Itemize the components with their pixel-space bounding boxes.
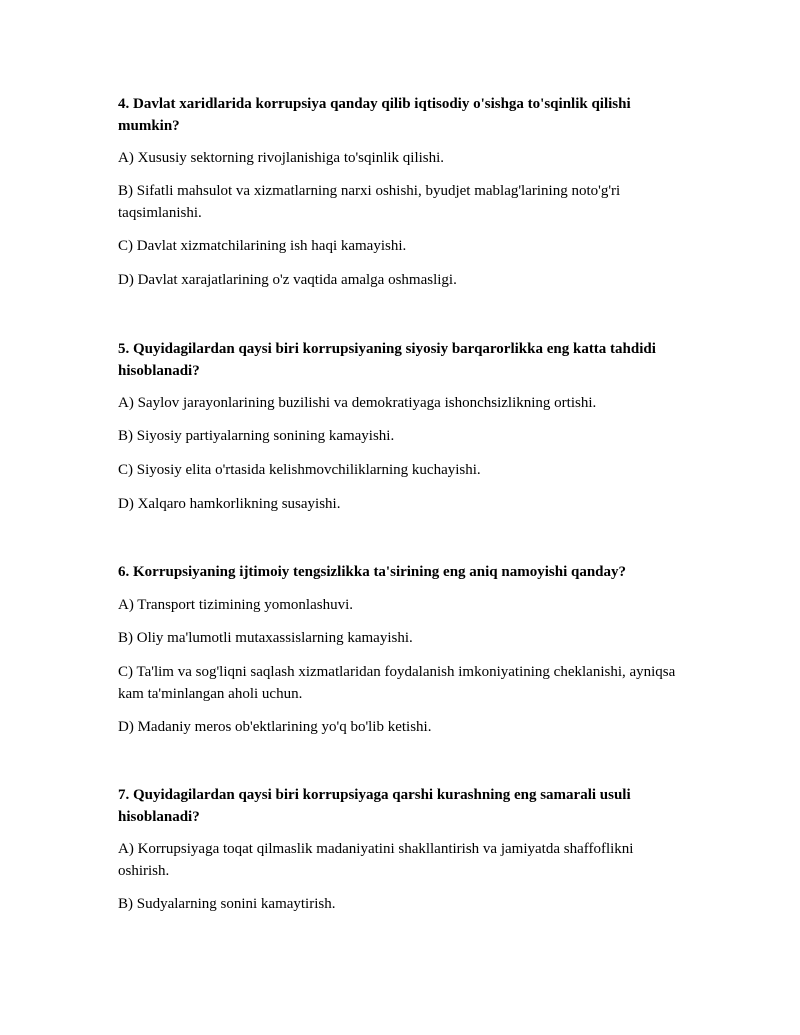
option-text: A) Korrupsiyaga toqat qilmaslik madaniyatini shakllantirish va jamiyatda shaffoflikni oshirish. [118, 841, 634, 879]
option-text: A) Xususiy sektorning rivojlanishiga to'sqinlik qilishi. [118, 150, 445, 166]
answer-option [118, 893, 678, 915]
question-title: 7. Quyidagilardan qaysi biri korrupsiyaga qarshi kurashning eng samarali usuli hisoblanadi? [118, 787, 631, 825]
answer-option [118, 594, 678, 616]
answer-option [118, 269, 678, 291]
option-text: C) Siyosiy elita o'rtasida kelishmovchiliklarning kuchayishi. [118, 462, 481, 478]
answer-option [118, 425, 678, 447]
answer-option [118, 661, 678, 705]
option-text: B) Sudyalarning sonini kamaytirish. [118, 896, 336, 912]
option-text: B) Siyosiy partiyalarning sonining kamayishi. [118, 428, 395, 444]
question-title: 4. Davlat xaridlarida korrupsiya qanday qilib iqtisodiy o'sishga to'sqinlik qilishi mumkin? [118, 96, 631, 134]
question-4 [118, 93, 678, 137]
option-text: A) Transport tizimining yomonlashuvi. [118, 597, 354, 613]
option-text: D) Madaniy meros ob'ektlarining yo'q bo'lib ketishi. [118, 719, 432, 735]
option-text: B) Oliy ma'lumotli mutaxassislarning kamayishi. [118, 630, 413, 646]
answer-option [118, 838, 678, 882]
option-text: C) Davlat xizmatchilarining ish haqi kamayishi. [118, 238, 407, 254]
question-7 [118, 784, 678, 828]
option-text: D) Xalqaro hamkorlikning susayishi. [118, 496, 341, 512]
question-title: 6. Korrupsiyaning ijtimoiy tengsizlikka ta'sirining eng aniq namoyishi qanday? [118, 564, 627, 580]
question-title: 5. Quyidagilardan qaysi biri korrupsiyaning siyosiy barqarorlikka eng katta tahdidi hisoblanadi? [118, 341, 656, 379]
answer-option [118, 459, 678, 481]
answer-option [118, 235, 678, 257]
answer-option [118, 392, 678, 414]
answer-option [118, 147, 678, 169]
option-text: B) Sifatli mahsulot va xizmatlarning narxi oshishi, byudjet mablag'larining noto'g'ri taqsimlanishi. [118, 183, 621, 221]
option-text: D) Davlat xarajatlarining o'z vaqtida amalga oshmasligi. [118, 272, 457, 288]
answer-option [118, 493, 678, 515]
answer-option [118, 627, 678, 649]
answer-option [118, 180, 678, 224]
question-6 [118, 561, 678, 583]
question-5 [118, 338, 678, 382]
answer-option [118, 716, 678, 738]
option-text: A) Saylov jarayonlarining buzilishi va demokratiyaga ishonchsizlikning ortishi. [118, 395, 597, 411]
option-text: C) Ta'lim va sog'liqni saqlash xizmatlaridan foydalanish imkoniyatining cheklanishi, ayniqsa kam ta'minlangan aholi uchun. [118, 664, 676, 702]
